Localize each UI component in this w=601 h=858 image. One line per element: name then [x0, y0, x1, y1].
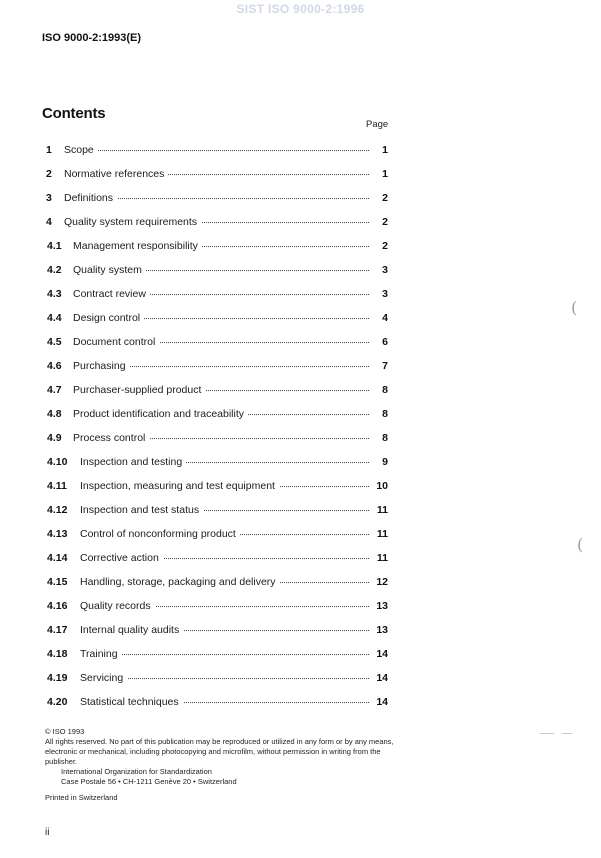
toc-entry-page: 7 [382, 360, 388, 372]
page-number: ii [45, 827, 50, 838]
toc-entry-number: 4.10 [47, 456, 68, 468]
toc-entry-page: 2 [382, 192, 388, 204]
toc-entry-page: 4 [382, 312, 388, 324]
toc-entry-title: Definitions [64, 191, 117, 205]
toc-entry [0, 263, 601, 277]
toc-entry-page: 13 [376, 624, 388, 636]
toc-entry-page: 14 [376, 648, 388, 660]
toc-entry-number: 4.11 [47, 480, 67, 492]
toc-entry [0, 335, 601, 349]
toc-entry-title: Normative references [64, 167, 168, 181]
toc-entry [0, 407, 601, 421]
toc-entry-number: 4.14 [47, 552, 68, 564]
toc-entry-number: 4.4 [47, 312, 62, 324]
toc-entry-page: 3 [382, 264, 388, 276]
toc-entry [0, 503, 601, 517]
toc-entry-number: 4.9 [47, 432, 62, 444]
toc-entry-page: 2 [382, 216, 388, 228]
toc-entry-number: 4.2 [47, 264, 62, 276]
toc-entry-page: 8 [382, 408, 388, 420]
toc-dot-leader [88, 678, 369, 679]
document-id: ISO 9000-2:1993(E) [42, 32, 142, 44]
toc-entry [0, 647, 601, 661]
toc-entry-number: 1 [46, 144, 52, 156]
toc-entry-page: 12 [376, 576, 388, 588]
toc-entry [0, 671, 601, 685]
toc-entry-number: 4.13 [47, 528, 68, 540]
toc-entry-title: Quality system [73, 263, 146, 277]
toc-entry [0, 455, 601, 469]
toc-entry [0, 479, 601, 493]
toc-entry-number: 4.17 [47, 624, 68, 636]
organization-name: International Organization for Standardization [61, 767, 212, 776]
toc-entry-title: Training [80, 647, 122, 661]
toc-entry [0, 383, 601, 397]
toc-entry-page: 10 [376, 480, 388, 492]
watermark: SIST ISO 9000-2:1996 [236, 2, 365, 16]
toc-entry-page: 1 [382, 144, 388, 156]
toc-entry-number: 4.18 [47, 648, 68, 660]
toc-dot-leader [72, 150, 369, 151]
toc-entry-page: 9 [382, 456, 388, 468]
toc-entry-title: Process control [73, 431, 149, 445]
toc-entry [0, 143, 601, 157]
toc-entry-number: 4.12 [47, 504, 68, 516]
toc-entry [0, 599, 601, 613]
toc-entry-title: Internal quality audits [80, 623, 183, 637]
toc-entry-title: Inspection, measuring and test equipment [80, 479, 279, 493]
toc-entry-title: Document control [73, 335, 159, 349]
toc-entry-title: Contract review [73, 287, 150, 301]
toc-entry-number: 3 [46, 192, 52, 204]
toc-entry [0, 695, 601, 709]
toc-entry [0, 551, 601, 565]
toc-entry-page: 3 [382, 288, 388, 300]
printed-in: Printed in Switzerland [45, 793, 118, 802]
toc-entry [0, 623, 601, 637]
toc-entry-title: Scope [64, 143, 98, 157]
toc-entry-number: 4.16 [47, 600, 68, 612]
toc-entry-title: Management responsibility [73, 239, 202, 253]
toc-entry-number: 4.1 [47, 240, 62, 252]
margin-mark: ( [577, 535, 584, 554]
toc-entry-page: 14 [376, 672, 388, 684]
toc-entry [0, 191, 601, 205]
toc-entry-page: 2 [382, 240, 388, 252]
toc-entry-number: 4.3 [47, 288, 62, 300]
toc-entry-number: 4.5 [47, 336, 62, 348]
toc-entry [0, 239, 601, 253]
page-column-label: Page [366, 119, 389, 130]
toc-entry-page: 11 [376, 504, 388, 516]
toc-entry-number: 4.8 [47, 408, 62, 420]
toc-entry [0, 527, 601, 541]
toc-entry [0, 215, 601, 229]
toc-entry [0, 431, 601, 445]
toc-entry-title: Servicing [80, 671, 127, 685]
toc-entry-title: Purchasing [73, 359, 130, 373]
toc-entry-page: 11 [376, 552, 388, 564]
toc-entry-title: Design control [73, 311, 144, 325]
toc-entry [0, 575, 601, 589]
toc-entry-page: 6 [382, 336, 388, 348]
toc-entry-number: 2 [46, 168, 52, 180]
copyright-line: © ISO 1993 [45, 727, 85, 736]
toc-entry [0, 311, 601, 325]
scan-speck [540, 733, 554, 734]
toc-entry-title: Control of nonconforming product [80, 527, 240, 541]
toc-entry-title: Product identification and traceability [73, 407, 248, 421]
toc-entry-page: 8 [382, 432, 388, 444]
toc-entry-number: 4.6 [47, 360, 62, 372]
toc-dot-leader [88, 654, 369, 655]
toc-entry-title: Corrective action [80, 551, 163, 565]
toc-entry-number: 4.20 [47, 696, 68, 708]
rights-statement: All rights reserved. No part of this publication may be reproduced or utilized in any form or by any means, electronic or mechanical, including photocopying and microfilm, without permission in writing from the publisher. [45, 737, 394, 766]
toc-entry-title: Quality records [80, 599, 155, 613]
toc-entry [0, 287, 601, 301]
toc-entry-number: 4.19 [47, 672, 68, 684]
margin-mark: ( [571, 298, 578, 317]
page-title: Contents [42, 105, 106, 122]
toc-entry-title: Inspection and test status [80, 503, 203, 517]
toc-entry-number: 4.7 [47, 384, 62, 396]
toc-entry-number: 4 [46, 216, 52, 228]
toc-entry-title: Statistical techniques [80, 695, 183, 709]
toc-entry-page: 1 [382, 168, 388, 180]
copyright-notice [45, 727, 395, 803]
scan-speck [562, 733, 572, 734]
toc-entry-page: 11 [376, 528, 388, 540]
toc-entry-number: 4.15 [47, 576, 68, 588]
toc-entry-title: Inspection and testing [80, 455, 186, 469]
toc-entry [0, 167, 601, 181]
toc-entry-title: Quality system requirements [64, 215, 201, 229]
toc-entry-title: Handling, storage, packaging and delivery [80, 575, 280, 589]
toc-entry [0, 359, 601, 373]
toc-entry-page: 14 [376, 696, 388, 708]
organization-address: Case Postale 56 • CH-1211 Genève 20 • Switzerland [61, 777, 237, 786]
toc-entry-page: 13 [376, 600, 388, 612]
toc-entry-page: 8 [382, 384, 388, 396]
toc-entry-title: Purchaser-supplied product [73, 383, 205, 397]
